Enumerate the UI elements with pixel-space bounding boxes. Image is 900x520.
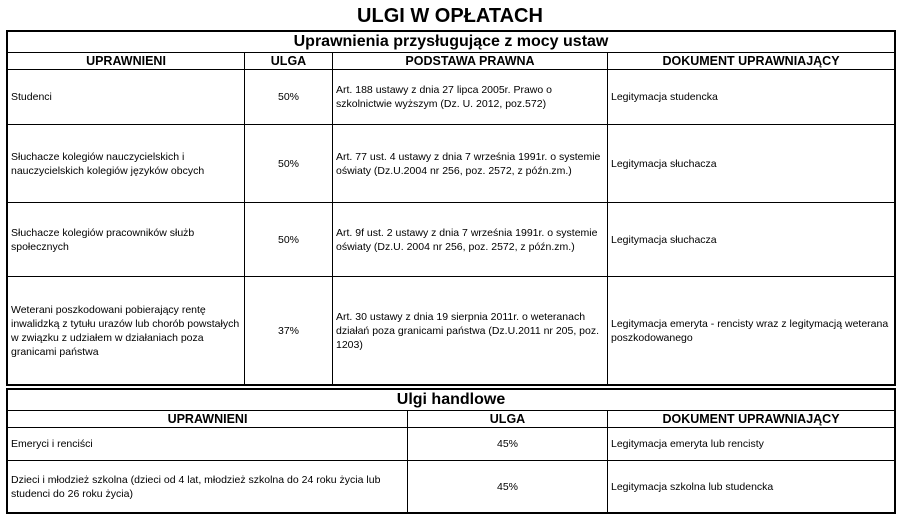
cell-discount: 45%	[408, 461, 608, 513]
cell-legal-basis: Art. 188 ustawy z dnia 27 lipca 2005r. Prawo o szkolnictwie wyższym (Dz. U. 2012, poz.572)	[333, 70, 608, 125]
cell-who: Studenci	[8, 70, 245, 125]
cell-discount: 50%	[245, 70, 333, 125]
section-heading: Uprawnienia przysługujące z mocy ustaw	[8, 32, 895, 53]
section-heading: Ulgi handlowe	[8, 390, 895, 411]
table-row	[8, 461, 895, 513]
column-header-who: UPRAWNIENI	[8, 411, 408, 428]
table-row	[8, 70, 895, 125]
cell-legal-basis: Art. 9f ust. 2 ustawy z dnia 7 września 1991r. o systemie oświaty (Dz.U. 2004 nr 256, poz. 2572, z późn.zm.)	[333, 203, 608, 277]
cell-discount: 45%	[408, 428, 608, 461]
column-header-document: DOKUMENT UPRAWNIAJĄCY	[608, 411, 895, 428]
cell-who: Dzieci i młodzież szkolna (dzieci od 4 lat, młodzież szkolna do 24 roku życia lub studenci do 26 roku życia)	[8, 461, 408, 513]
cell-discount: 50%	[245, 125, 333, 203]
cell-who: Emeryci i renciści	[8, 428, 408, 461]
column-header-discount: ULGA	[245, 53, 333, 70]
cell-document: Legitymacja emeryta - rencisty wraz z legitymacją weterana poszkodowanego	[608, 277, 895, 385]
cell-who: Słuchacze kolegiów nauczycielskich i nauczycielskich kolegiów języków obcych	[8, 125, 245, 203]
table-row	[8, 125, 895, 203]
commercial-discounts-section	[6, 388, 896, 514]
cell-discount: 50%	[245, 203, 333, 277]
statutory-discounts-table	[7, 31, 895, 385]
table-row	[8, 277, 895, 385]
cell-document: Legitymacja emeryta lub rencisty	[608, 428, 895, 461]
cell-who: Słuchacze kolegiów pracowników służb społecznych	[8, 203, 245, 277]
cell-discount: 37%	[245, 277, 333, 385]
commercial-discounts-table	[7, 389, 895, 513]
cell-document: Legitymacja słuchacza	[608, 203, 895, 277]
cell-who: Weterani poszkodowani pobierający rentę inwalidzką z tytułu urazów lub chorób powstałych w związku z udziałem w działaniach poza granicami państwa	[8, 277, 245, 385]
cell-legal-basis: Art. 30 ustawy z dnia 19 sierpnia 2011r. o weteranach działań poza granicami państwa (Dz.U.2011 nr 205, poz. 1203)	[333, 277, 608, 385]
cell-document: Legitymacja szkolna lub studencka	[608, 461, 895, 513]
cell-document: Legitymacja słuchacza	[608, 125, 895, 203]
table-row	[8, 203, 895, 277]
page-title: ULGI W OPŁATACH	[357, 5, 543, 27]
statutory-discounts-section	[6, 30, 896, 386]
column-header-legal-basis: PODSTAWA PRAWNA	[333, 53, 608, 70]
column-header-document: DOKUMENT UPRAWNIAJĄCY	[608, 53, 895, 70]
table-row	[8, 428, 895, 461]
cell-legal-basis: Art. 77 ust. 4 ustawy z dnia 7 września 1991r. o systemie oświaty (Dz.U.2004 nr 256, poz. 2572, z późn.zm.)	[333, 125, 608, 203]
column-header-discount: ULGA	[408, 411, 608, 428]
column-header-who: UPRAWNIENI	[8, 53, 245, 70]
cell-document: Legitymacja studencka	[608, 70, 895, 125]
